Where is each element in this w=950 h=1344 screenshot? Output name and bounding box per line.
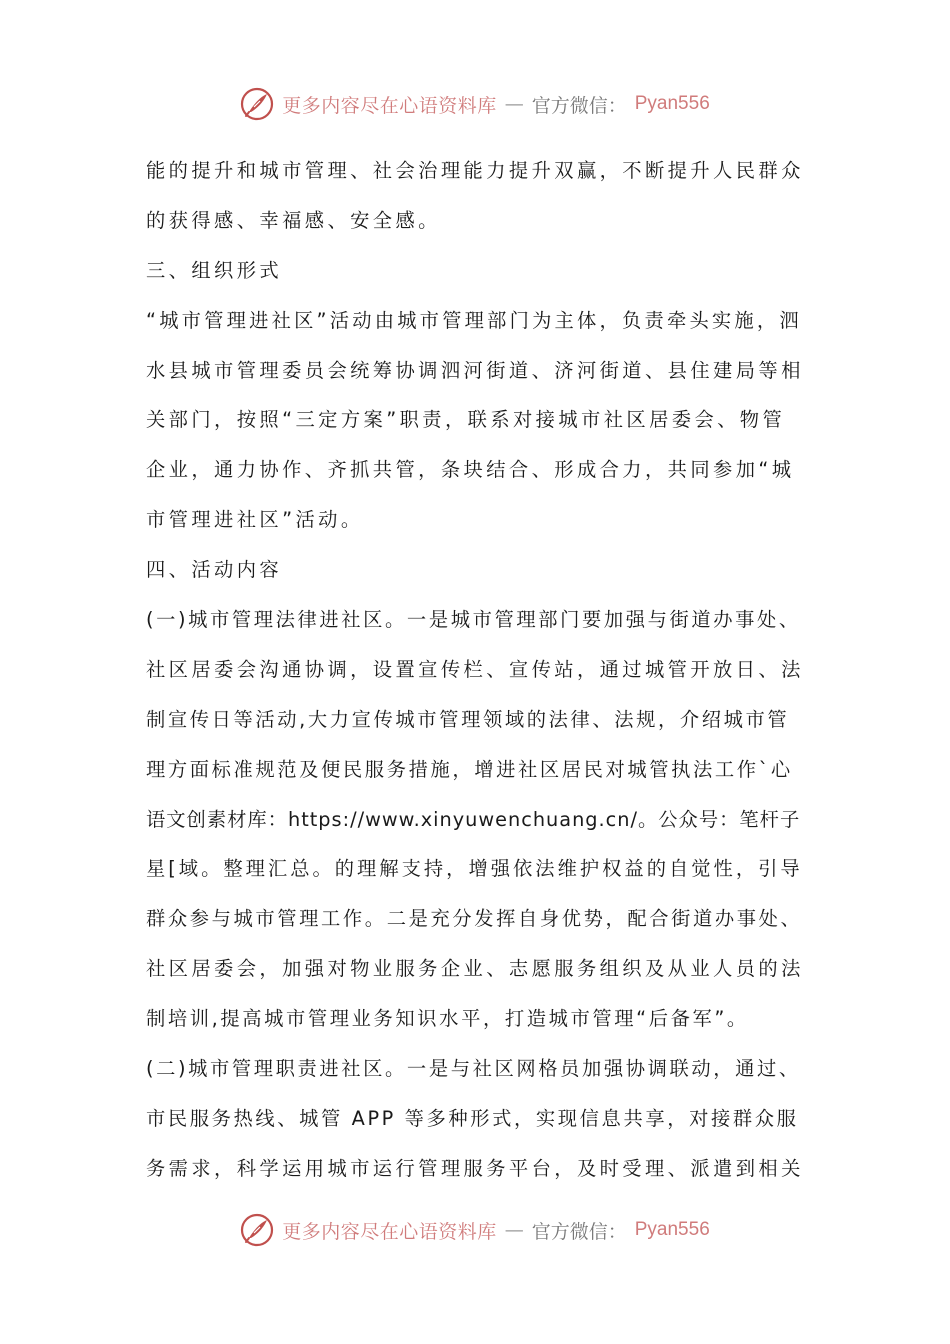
watermark-brand-text: 更多内容尽在心语资料库 <box>282 94 497 117</box>
body-line-1: 能的提升和城市管理、社会治理能力提升双赢，不断提升人民群众 <box>146 159 804 182</box>
watermark-dash: — <box>504 1219 524 1241</box>
section-heading-organization: 三、组织形式 <box>146 258 283 282</box>
header-watermark-inner <box>240 87 710 121</box>
body-line-19: (二)城市管理职责进社区。一是与社区网格员加强协调联动，通过、 <box>146 1057 801 1081</box>
document-body <box>146 146 806 1194</box>
body-line-20: 市民服务热线、城管 APP 等多种形式，实现信息共享，对接群众服 <box>146 1106 799 1130</box>
body-line-15: 星[域。整理汇总。的理解支持，增强依法维护权益的自觉性，引导 <box>146 857 803 881</box>
body-line-16: 群众参与城市管理工作。二是充分发挥自身优势，配合街道办事处、 <box>146 907 803 931</box>
body-line-6: 关部门，按照“三定方案”职责，联系对接城市社区居委会、物管 <box>146 408 786 432</box>
watermark-wechat-label: 官方微信： <box>531 1220 627 1243</box>
body-line-12: 制宣传日等活动,大力宣传城市管理领域的法律、法规，介绍城市管 <box>146 707 790 731</box>
quill-pen-logo-icon <box>240 1213 274 1247</box>
footer-watermark <box>0 1208 950 1252</box>
body-line-17: 社区居委会，加强对物业服务企业、志愿服务组织及从业人员的法 <box>146 957 804 981</box>
body-line-7: 企业，通力协作、齐抓共管，条块结合、形成合力，共同参加“城 <box>146 458 795 482</box>
body-line-21: 务需求，科学运用城市运行管理服务平台，及时受理、派遣到相关 <box>146 1156 804 1180</box>
body-line-14: 语文创素材库：https://www.xinyuwenchuang.cn/。公众号：笔杆子 <box>146 807 801 831</box>
body-line-10: (一)城市管理法律进社区。一是城市管理部门要加强与街道办事处、 <box>146 608 801 632</box>
header-watermark <box>0 82 950 126</box>
watermark-wechat-label: 官方微信： <box>531 94 627 117</box>
watermark-wechat-id: Pyan556 <box>634 1219 710 1240</box>
body-line-2: 的获得感、幸福感、安全感。 <box>146 208 441 232</box>
footer-watermark-inner <box>240 1213 710 1247</box>
body-line-13: 理方面标准规范及便民服务措施，增进社区居民对城管执法工作`心 <box>146 757 793 781</box>
body-line-4: “城市管理进社区”活动由城市管理部门为主体，负责牵头实施，泗 <box>146 308 802 332</box>
body-line-8: 市管理进社区”活动。 <box>146 508 364 532</box>
body-line-5: 水县城市管理委员会统筹协调泗河街道、济河街道、县住建局等相 <box>146 358 804 382</box>
watermark-brand-text: 更多内容尽在心语资料库 <box>282 1220 497 1243</box>
watermark-wechat-id: Pyan556 <box>634 93 710 114</box>
quill-pen-logo-icon <box>240 87 274 121</box>
watermark-dash: — <box>504 93 524 115</box>
body-line-18: 制培训,提高城市管理业务知识水平，打造城市管理“后备军”。 <box>146 1007 749 1031</box>
body-line-11: 社区居委会沟通协调，设置宣传栏、宣传站，通过城管开放日、法 <box>146 657 804 681</box>
section-heading-activities: 四、活动内容 <box>146 558 283 582</box>
